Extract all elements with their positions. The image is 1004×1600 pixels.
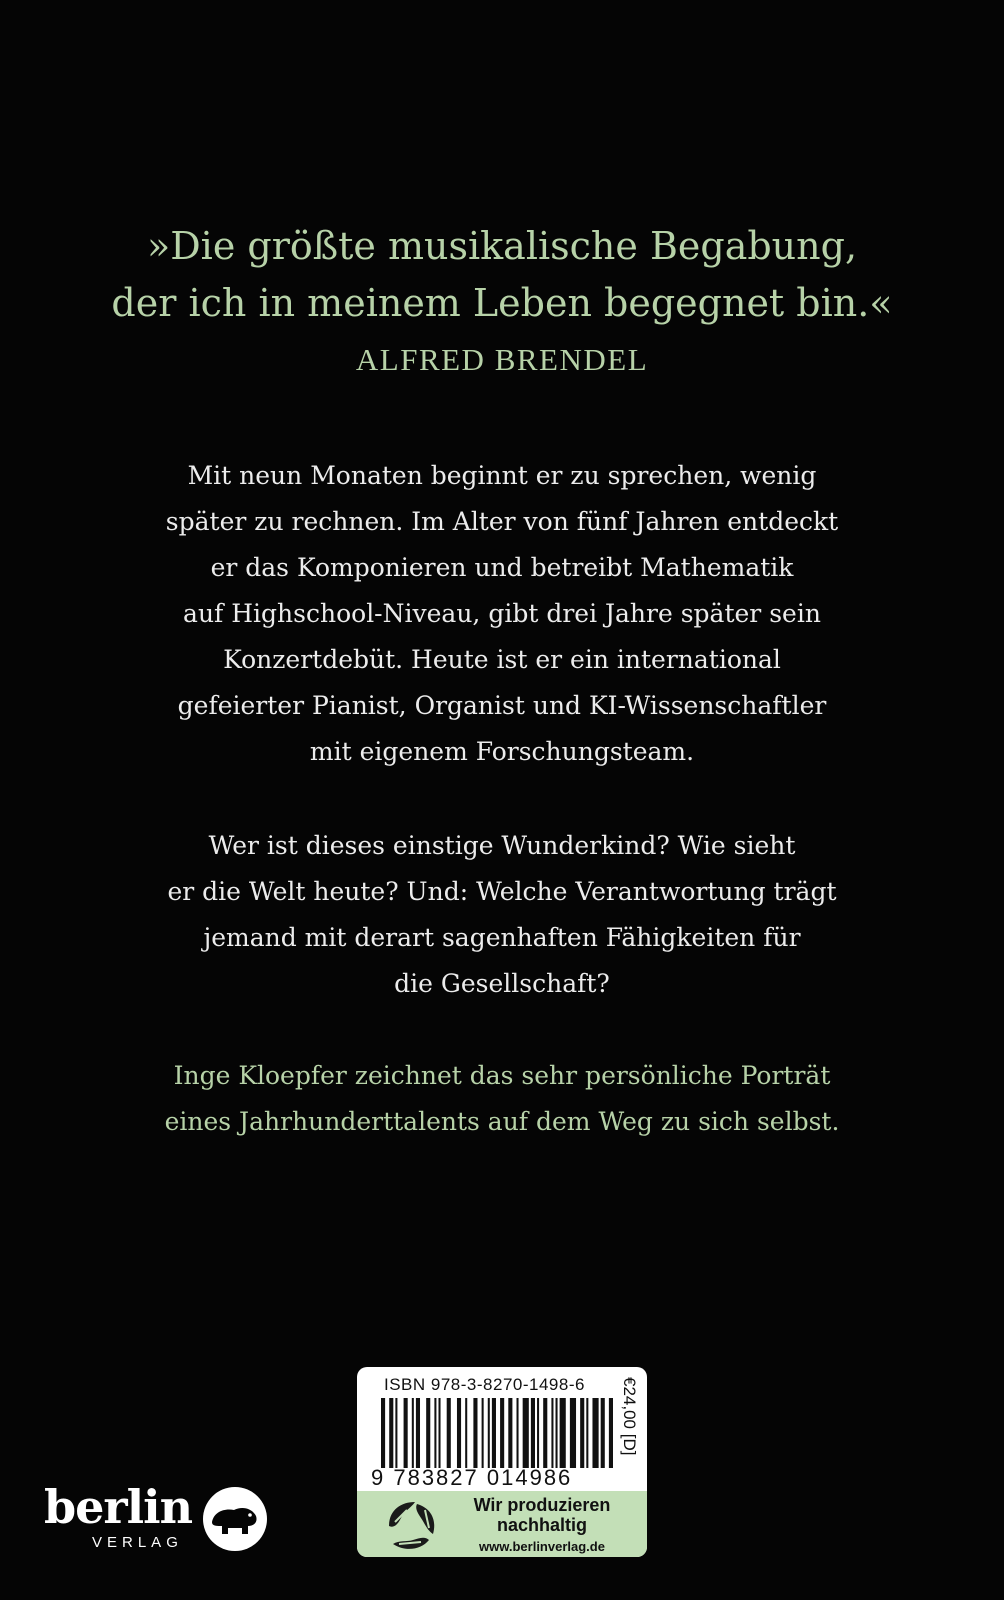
barcode-bar bbox=[609, 1398, 613, 1468]
sustainability-line: Wir produzieren bbox=[473, 1495, 611, 1515]
barcode-bar bbox=[473, 1398, 477, 1468]
blurb-line: eines Jahrhunderttalents auf dem Weg zu sich selbst. bbox=[164, 1107, 840, 1136]
blurb-line: Mit neun Monaten beginnt er zu sprechen, wenig bbox=[187, 461, 817, 490]
barcode-bar bbox=[434, 1398, 436, 1468]
leaf-recycle-icon bbox=[381, 1496, 443, 1554]
barcode-bar bbox=[482, 1398, 484, 1468]
barcode-bar bbox=[426, 1398, 430, 1468]
barcode-bar bbox=[537, 1398, 539, 1468]
barcode-bar bbox=[500, 1398, 504, 1468]
barcode-bar bbox=[457, 1398, 461, 1468]
blurb-line: gefeierter Pianist, Organist und KI-Wissenschaftler bbox=[177, 691, 827, 720]
quote-line: der ich in meinem Leben begegnet bin.« bbox=[111, 281, 893, 325]
blurb-line: später zu rechnen. Im Alter von fünf Jahren entdeckt bbox=[165, 507, 839, 536]
blurb-line: er die Welt heute? Und: Welche Verantwortung trägt bbox=[167, 877, 837, 906]
publisher-logo bbox=[44, 1480, 264, 1566]
price-text: €24,00 [D] bbox=[620, 1377, 639, 1456]
barcode-bar bbox=[492, 1398, 496, 1468]
blurb-line: jemand mit derart sagenhaften Fähigkeiten für bbox=[203, 923, 801, 952]
barcode-bar bbox=[551, 1398, 553, 1468]
barcode-bar bbox=[508, 1398, 512, 1468]
blurb-line: Inge Kloepfer zeichnet das sehr persönliche Porträt bbox=[173, 1061, 831, 1090]
barcode-bar bbox=[570, 1398, 576, 1468]
publisher-url: www.berlinverlag.de bbox=[479, 1539, 605, 1554]
publisher-sub: VERLAG bbox=[92, 1534, 183, 1551]
barcode-bar bbox=[488, 1398, 490, 1468]
blurb-paragraph-3 bbox=[0, 1053, 1004, 1145]
barcode-bar bbox=[404, 1398, 408, 1468]
barcode-bar bbox=[592, 1398, 598, 1468]
barcode-bar bbox=[395, 1398, 397, 1468]
barcode-bar bbox=[601, 1398, 605, 1468]
barcode-icon bbox=[381, 1398, 613, 1468]
barcode-bar bbox=[389, 1398, 393, 1468]
barcode-sticker bbox=[357, 1367, 647, 1557]
barcode-bar bbox=[523, 1398, 529, 1468]
blurb-paragraph-2 bbox=[0, 823, 1004, 1007]
quote-attribution: ALFRED BRENDEL bbox=[355, 342, 649, 377]
barcode-bar bbox=[580, 1398, 584, 1468]
barcode-bar bbox=[560, 1398, 566, 1468]
blurb-line: Konzertdebüt. Heute ist er ein international bbox=[223, 645, 781, 674]
barcode-bar bbox=[416, 1398, 420, 1468]
price-label bbox=[617, 1377, 641, 1487]
publisher-name: berlin bbox=[44, 1480, 193, 1534]
barcode-bar bbox=[556, 1398, 558, 1468]
barcode-bar bbox=[465, 1398, 467, 1468]
barcode-bar bbox=[381, 1398, 385, 1468]
quote-line: »Die größte musikalische Begabung, bbox=[146, 224, 858, 268]
barcode-bar bbox=[517, 1398, 519, 1468]
barcode-bar bbox=[447, 1398, 451, 1468]
barcode-bar bbox=[412, 1398, 414, 1468]
barcode-bar bbox=[438, 1398, 440, 1468]
barcode-bar bbox=[531, 1398, 535, 1468]
blurb-line: auf Highschool-Niveau, gibt drei Jahre später sein bbox=[183, 599, 821, 628]
sustainability-text bbox=[447, 1495, 637, 1554]
bear-emblem-icon bbox=[202, 1486, 268, 1552]
quote bbox=[0, 218, 1004, 332]
blurb-line: Wer ist dieses einstige Wunderkind? Wie sieht bbox=[208, 831, 796, 860]
blurb-line: er das Komponieren und betreibt Mathematik bbox=[210, 553, 794, 582]
blurb-line: mit eigenem Forschungsteam. bbox=[309, 737, 695, 766]
sustainability-band bbox=[357, 1491, 647, 1557]
blurb-paragraph-1 bbox=[0, 453, 1004, 775]
barcode-bar bbox=[586, 1398, 588, 1468]
isbn-label: ISBN 978-3-8270-1498-6 bbox=[384, 1375, 585, 1394]
blurb-line: die Gesellschaft? bbox=[394, 969, 610, 998]
barcode-bar bbox=[543, 1398, 547, 1468]
sustainability-line: nachhaltig bbox=[496, 1515, 587, 1535]
barcode-digits: 9 783827 014986 bbox=[371, 1465, 573, 1490]
